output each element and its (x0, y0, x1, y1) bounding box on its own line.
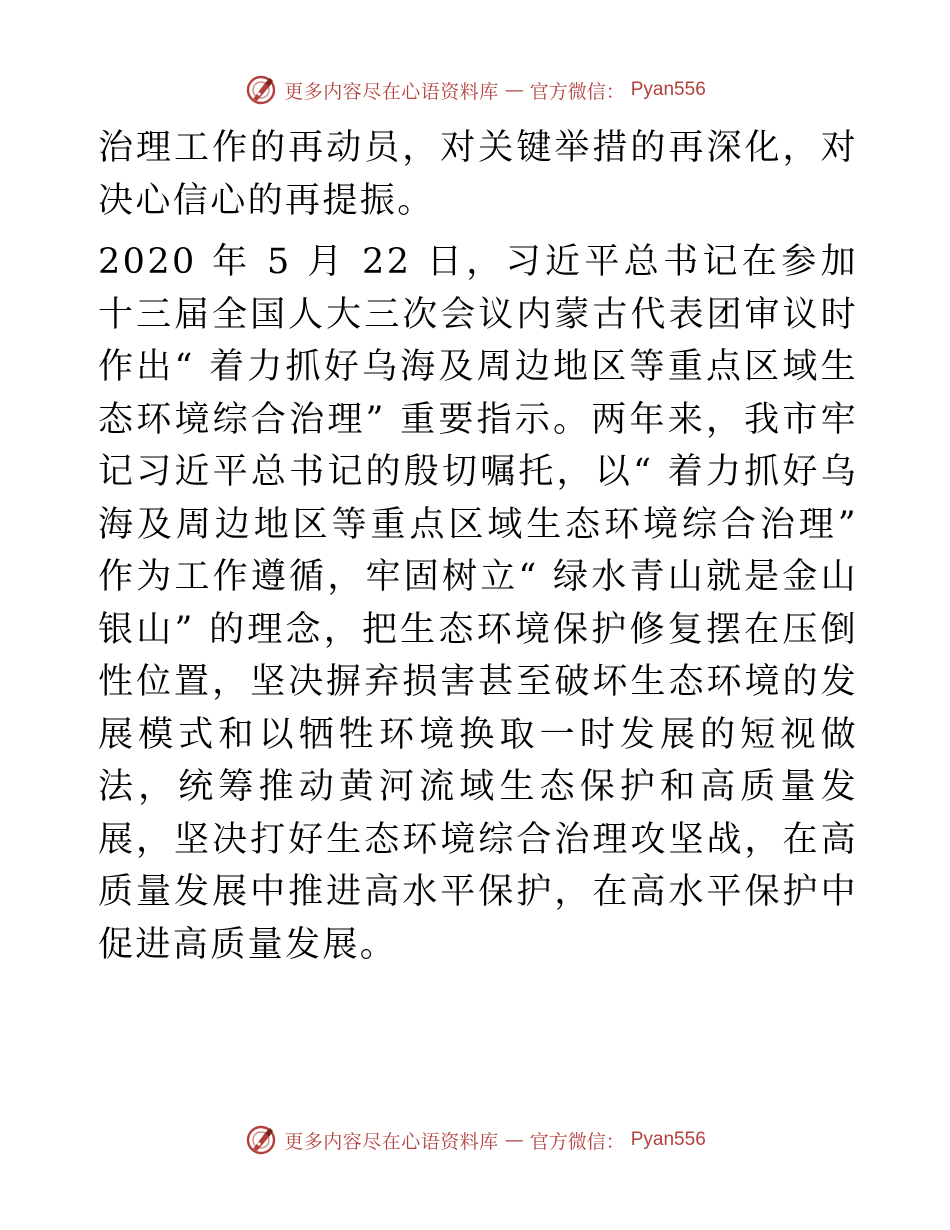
header-watermark-banner (0, 70, 950, 110)
footer-brand-text: 更多内容尽在心语资料库 (284, 1130, 499, 1153)
footer-banner-inner (244, 1123, 706, 1157)
footer-wechat-handle: Pyan556 (630, 1129, 706, 1150)
footer-watermark-banner (0, 1120, 950, 1160)
document-body (98, 122, 858, 971)
header-brand-text: 更多内容尽在心语资料库 (284, 80, 499, 103)
pen-nib-logo-icon (244, 73, 278, 107)
pen-nib-logo-icon (244, 1123, 278, 1157)
header-dash: — (504, 79, 524, 101)
footer-wechat-label: 官方微信： (529, 1130, 625, 1153)
header-wechat-handle: Pyan556 (630, 79, 706, 100)
paragraph-2: 2020 年 5 月 22 日，习近平总书记在参加十三届全国人大三次会议内蒙古代表团审议时作出“ 着力抓好乌海及周边地区等重点区域生态环境综合治理” 重要指示。两年来，我市牢记习近平总书记的殷切嘱托，以“ 着力抓好乌海及周边地区等重点区域生态环境综合治理” 作为工作遵循，牢固树立“ 绿水青山就是金山银山” 的理念，把生态环境保护修复摆在压倒性位置，坚决摒弃损害甚至破坏生态环境的发展模式和以牺牲环境换取一时发展的短视做法，统筹推动黄河流域生态保护和高质量发展，坚决打好生态环境综合治理攻坚战，在高质量发展中推进高水平保护，在高水平保护中促进高质量发展。 (98, 242, 858, 965)
header-wechat-label: 官方微信： (529, 80, 625, 103)
paragraph-1: 治理工作的再动员，对关键举措的再深化，对决心信心的再提振。 (98, 128, 858, 221)
footer-dash: — (504, 1129, 524, 1151)
header-banner-inner (244, 73, 706, 107)
